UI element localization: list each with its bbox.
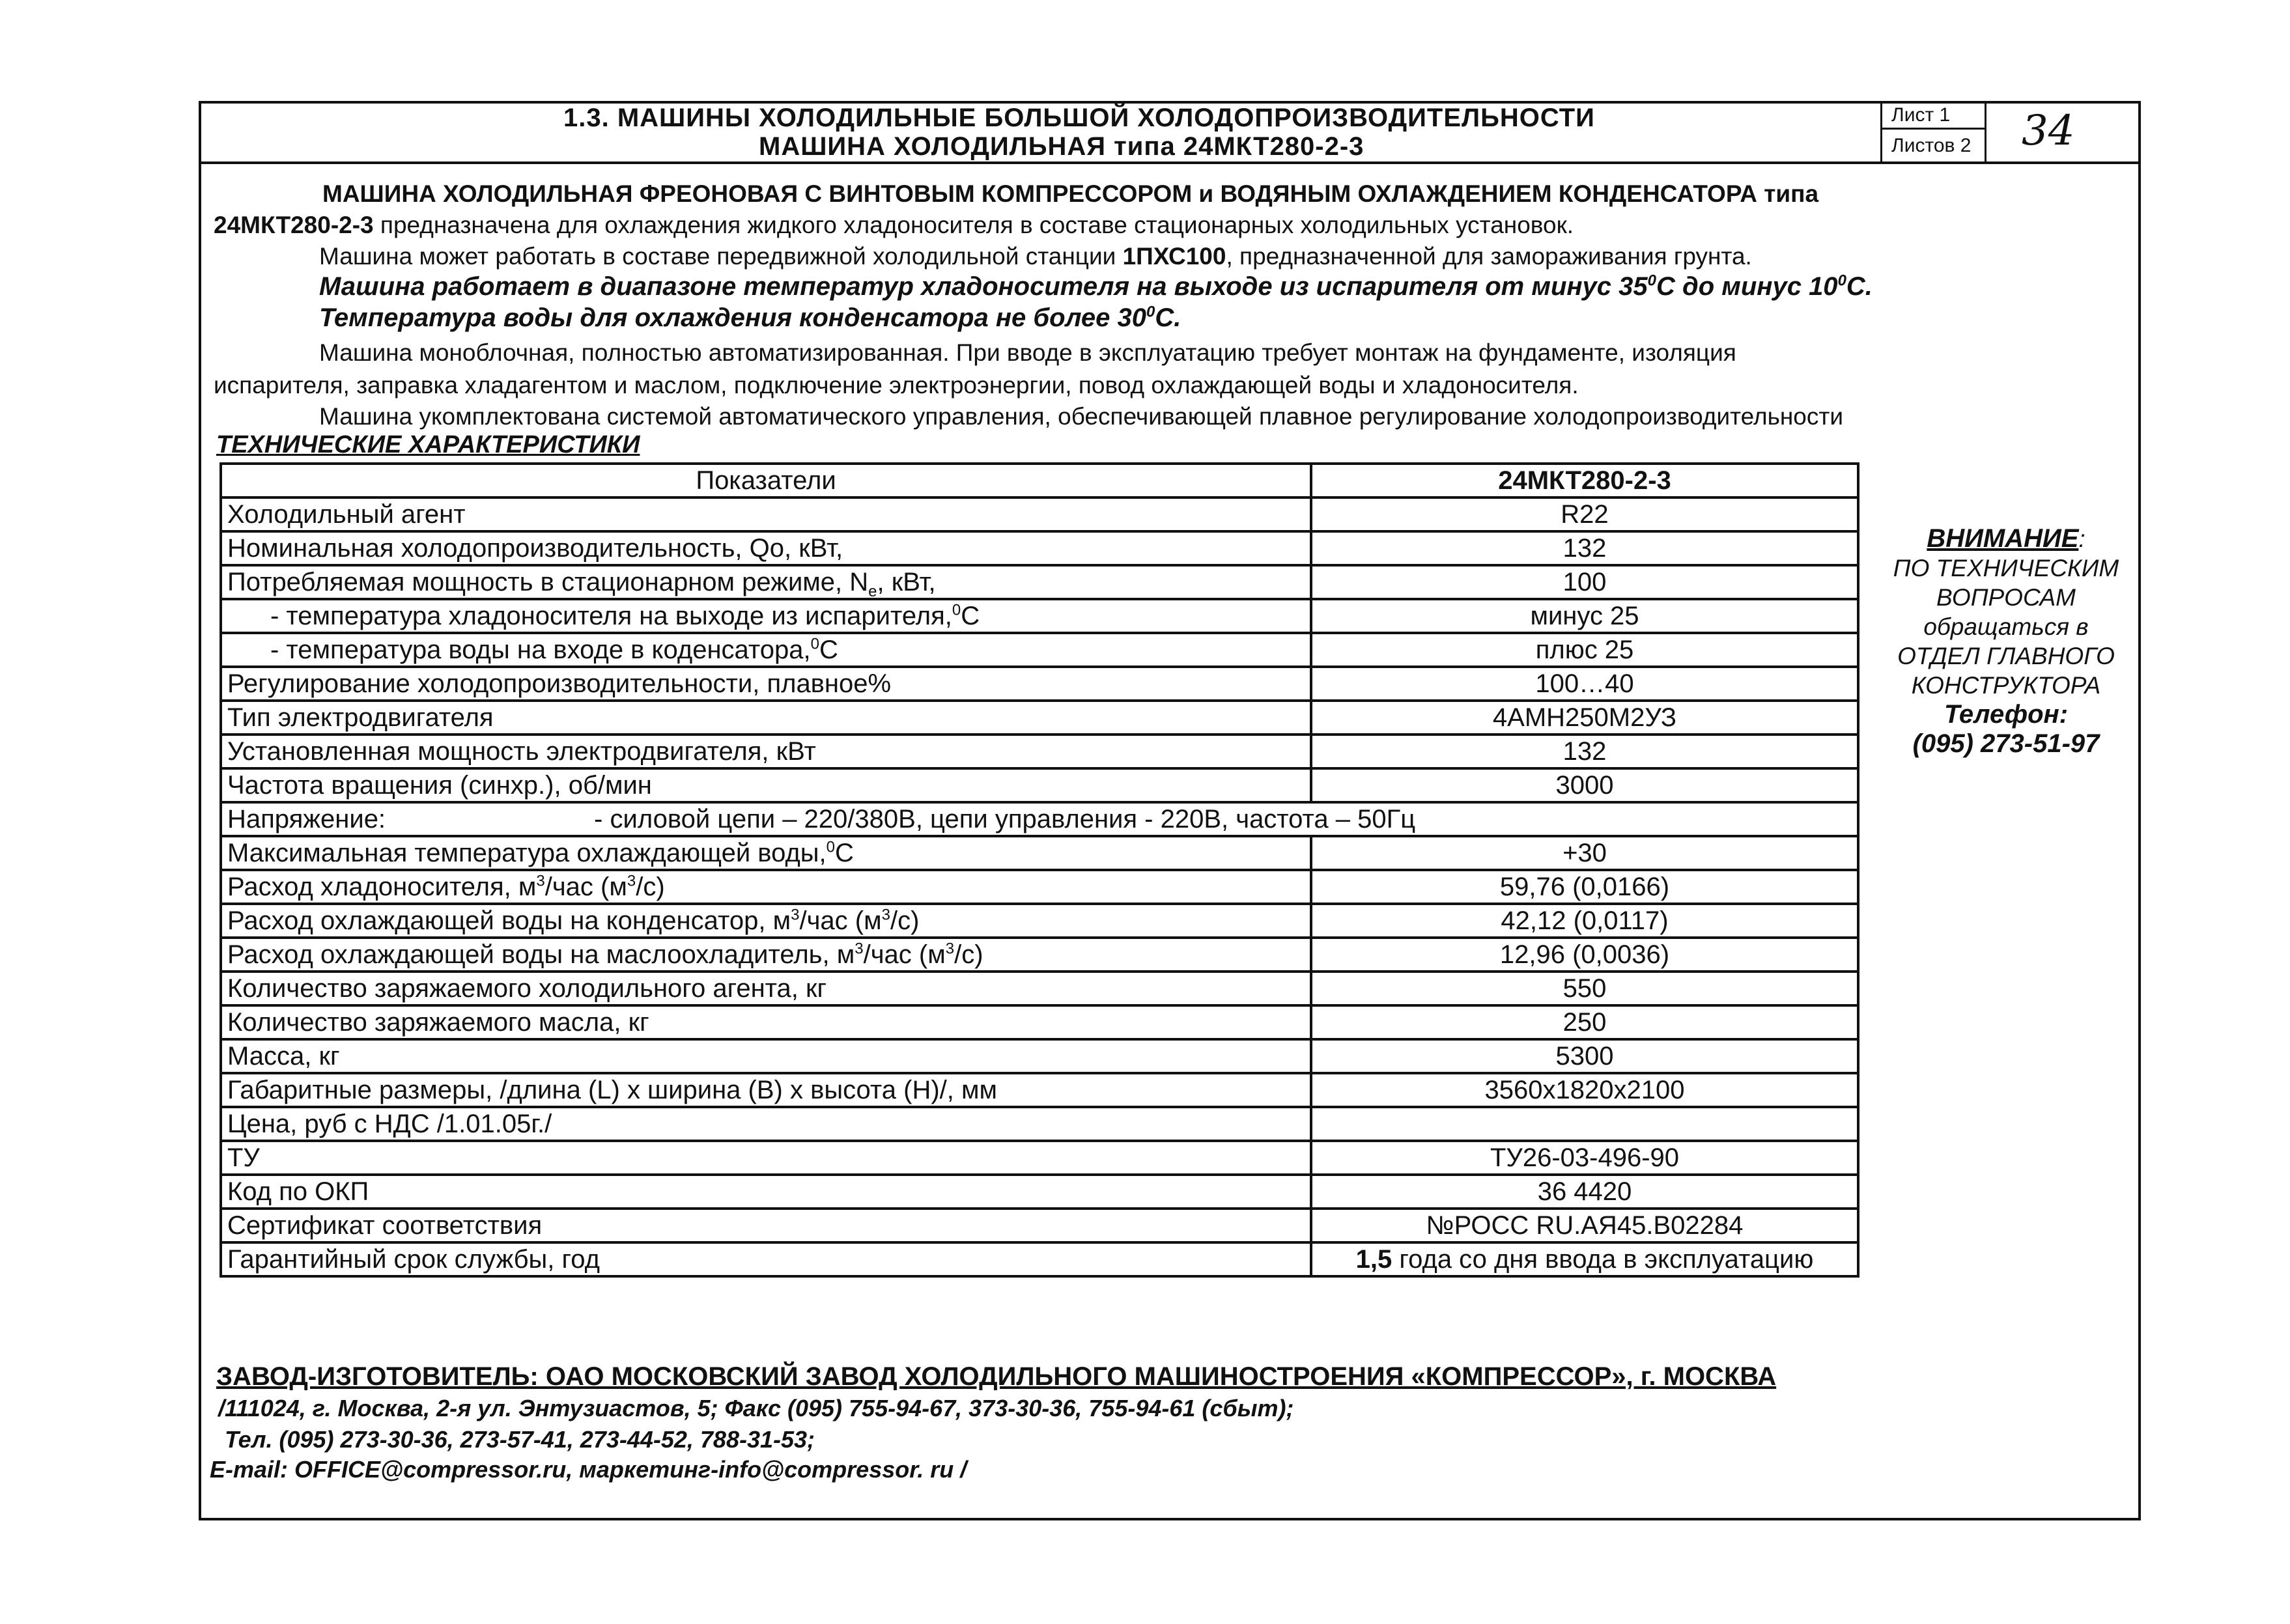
table-row: [221, 1141, 1858, 1175]
param-cell: Цена, руб с НДС /1.01.05г./: [221, 1107, 1311, 1141]
value-cell: 36 4420: [1311, 1175, 1858, 1209]
table-row: [221, 735, 1858, 768]
deg-symbol: 0: [810, 635, 819, 653]
param-text: Расход охлаждающей воды на конденсатор, м: [227, 906, 791, 935]
param-text: /час (м: [863, 940, 946, 969]
value-cell: 550: [1311, 972, 1858, 1005]
value-cell: 4АМН250М2УЗ: [1311, 701, 1858, 735]
notice-line: ВОПРОСАМ: [1936, 584, 2076, 611]
param-text: /с): [890, 906, 920, 935]
table-header-row: [221, 464, 1858, 497]
value-cell: 59,76 (0,0166): [1311, 870, 1858, 904]
value-cell: 132: [1311, 735, 1858, 768]
value-cell: 42,12 (0,0117): [1311, 904, 1858, 938]
deg-symbol: 0: [826, 838, 836, 856]
column-header-param: Показатели: [221, 464, 1311, 497]
param-cell: Установленная мощность электродвигателя, кВт: [221, 735, 1311, 768]
value-cell: №РОСС RU.АЯ45.В02284: [1311, 1209, 1858, 1242]
table-row: [221, 1209, 1858, 1242]
param-cell: Количество заряжаемого масла, кг: [221, 1005, 1311, 1039]
param-cell: [221, 633, 1311, 667]
superscript: 3: [791, 906, 800, 924]
deg-symbol: 0: [1146, 303, 1155, 321]
value-cell: [1311, 1242, 1858, 1276]
param-text: /с): [954, 940, 983, 969]
param-text: С: [961, 602, 980, 630]
table-row: [221, 599, 1858, 633]
intro-line-6: Машина моноблочная, полностью автоматизированная. При вводе в эксплуатацию требует монтаж на фундаменте, изоляция: [319, 339, 1736, 366]
value-cell: минус 25: [1311, 599, 1858, 633]
notice-line: обращаться в: [1923, 613, 2089, 640]
value-cell: 100: [1311, 565, 1858, 599]
param-cell: Количество заряжаемого холодильного агента, кг: [221, 972, 1311, 1005]
table-row: [221, 497, 1858, 531]
table-row: [221, 972, 1858, 1005]
param-cell: Частота вращения (синхр.), об/мин: [221, 768, 1311, 802]
param-cell: Тип электродвигателя: [221, 701, 1311, 735]
param-cell: Холодильный агент: [221, 497, 1311, 531]
water-temp-line: [319, 303, 1181, 332]
voltage-cell: [221, 802, 1858, 836]
param-cell: [221, 904, 1311, 938]
temp-range-b: С до минус 10: [1656, 272, 1838, 301]
param-text: Максимальная температура охлаждающей воды,: [227, 839, 827, 867]
notice-phone-number: (095) 273-51-97: [1912, 729, 2100, 758]
table-row: [221, 531, 1858, 565]
superscript: 3: [881, 906, 890, 924]
table-row: [221, 802, 1858, 836]
table-row: [221, 768, 1858, 802]
value-bold-text: 1,5: [1355, 1245, 1392, 1274]
page-number: 34: [1985, 101, 2138, 161]
value-cell: 132: [1311, 531, 1858, 565]
notice-colon: :: [2078, 525, 2085, 552]
deg-symbol: 0: [952, 601, 961, 619]
param-cell: [221, 938, 1311, 972]
document-title: МАШИНА ХОЛОДИЛЬНАЯ типа 24МКТ280-2-3: [759, 132, 1364, 161]
value-cell: 3560х1820х2100: [1311, 1073, 1858, 1107]
superscript: 3: [855, 940, 864, 958]
document-header: [199, 101, 2141, 164]
value-cell: +30: [1311, 836, 1858, 870]
notice-line: ПО ТЕХНИЧЕСКИМ: [1893, 555, 2119, 581]
param-cell: Регулирование холодопроизводительности, плавное%: [221, 667, 1311, 701]
param-text: /час (м: [799, 906, 882, 935]
sheets-total-label: Листов 2: [1891, 135, 1972, 156]
intro-line-3: [319, 242, 1752, 271]
value-cell: 12,96 (0,0036): [1311, 938, 1858, 972]
table-row: [221, 938, 1858, 972]
manufacturer-address: /111024, г. Москва, 2-я ул. Энтузиастов, 5; Факс (095) 755-94-67, 373-30-36, 755-94-61 (сбыт);: [218, 1395, 1294, 1421]
value-cell: 5300: [1311, 1039, 1858, 1073]
param-subscript: e: [868, 583, 877, 600]
table-row: [221, 565, 1858, 599]
station-name: 1ПХС100: [1122, 243, 1226, 270]
spec-heading: ТЕХНИЧЕСКИЕ ХАРАКТЕРИСТИКИ: [216, 431, 640, 458]
param-text: - температура хладоносителя на выходе из испарителя,: [270, 602, 952, 630]
table-row: [221, 1242, 1858, 1276]
sheet-label: Лист 1: [1882, 101, 1985, 130]
value-text: года со дня ввода в эксплуатацию: [1392, 1245, 1814, 1274]
manufacturer-phones: Тел. (095) 273-30-36, 273-57-41, 273-44-52, 788-31-53;: [225, 1426, 815, 1453]
param-text: Расход хладоносителя, м: [227, 873, 537, 901]
value-cell: 3000: [1311, 768, 1858, 802]
notice-line: ОТДЕЛ ГЛАВНОГО: [1897, 643, 2115, 669]
intro-line-2: [214, 211, 1574, 240]
param-cell: Габаритные размеры, /длина (L) х ширина (В) х высота (Н)/, мм: [221, 1073, 1311, 1107]
param-cell: Сертификат соответствия: [221, 1209, 1311, 1242]
param-cell: [221, 870, 1311, 904]
deg-symbol: 0: [1837, 272, 1846, 290]
table-row: [221, 1005, 1858, 1039]
param-cell: Код по ОКП: [221, 1175, 1311, 1209]
water-temp-b: С.: [1155, 303, 1181, 332]
superscript: 3: [536, 872, 545, 890]
temp-range-a: Машина работает в диапазоне температур хладоносителя на выходе из испарителя от минус 35: [319, 272, 1648, 301]
manufacturer-email: E-mail: OFFICE@compressor.ru, маркетинг-info@compressor. ru /: [210, 1456, 967, 1483]
table-row: [221, 1073, 1858, 1107]
superscript: 3: [627, 872, 636, 890]
value-cell: 100…40: [1311, 667, 1858, 701]
intro-line-3-a: Машина может работать в составе передвижной холодильной станции: [319, 243, 1123, 270]
value-text: - силовой цепи – 220/380В, цепи управления - 220В, частота – 50Гц: [594, 805, 1416, 833]
section-title: 1.3. МАШИНЫ ХОЛОДИЛЬНЫЕ БОЛЬШОЙ ХОЛОДОПРОИЗВОДИТЕЛЬНОСТИ: [563, 104, 1595, 132]
param-text: , кВт,: [877, 568, 936, 596]
notice-title: [1876, 524, 2136, 553]
param-text: Расход охлаждающей воды на маслоохладитель, м: [227, 940, 855, 969]
param-cell: Гарантийный срок службы, год: [221, 1242, 1311, 1276]
table-row: [221, 904, 1858, 938]
intro-line-3-b: , предназначенной для замораживания грунта.: [1226, 243, 1752, 270]
deg-symbol: 0: [1647, 272, 1656, 290]
superscript: 3: [945, 940, 955, 958]
table-row: [221, 1175, 1858, 1209]
temperature-range-line: [319, 272, 1873, 301]
notice-line: КОНСТРУКТОРА: [1911, 672, 2101, 699]
value-cell: [1311, 1107, 1858, 1141]
param-cell: ТУ: [221, 1141, 1311, 1175]
notice-title-text: ВНИМАНИЕ: [1927, 524, 2079, 553]
sheet-info-box: [1880, 101, 1985, 161]
param-text: Потребляемая мощность в стационарном режиме, N: [227, 568, 869, 596]
intro-line-8: Машина укомплектована системой автоматического управления, обеспечивающей плавное регулирование холодопроизводительности: [319, 403, 1843, 430]
notice-phone-label: Телефон:: [1944, 700, 2069, 729]
table-row: [221, 836, 1858, 870]
temp-range-c: С.: [1846, 272, 1873, 301]
intro-line-1: МАШИНА ХОЛОДИЛЬНАЯ ФРЕОНОВАЯ С ВИНТОВЫМ КОМПРЕССОРОМ и ВОДЯНЫМ ОХЛАЖДЕНИЕМ КОНДЕНСАТОРА типа: [322, 180, 1819, 207]
notice-box: [1876, 524, 2136, 759]
model-name: 24МКТ280-2-3: [214, 212, 374, 238]
param-text: - температура воды на входе в коденсатора,: [270, 636, 811, 664]
param-cell: Номинальная холодопроизводительность, Qo, кВт,: [221, 531, 1311, 565]
param-cell: Масса, кг: [221, 1039, 1311, 1073]
table-row: [221, 1039, 1858, 1073]
value-cell: плюс 25: [1311, 633, 1858, 667]
column-header-model: 24МКТ280-2-3: [1311, 464, 1858, 497]
table-row: [221, 633, 1858, 667]
param-cell: [221, 599, 1311, 633]
manufacturer-line: ЗАВОД-ИЗГОТОВИТЕЛЬ: ОАО МОСКОВСКИЙ ЗАВОД ХОЛОДИЛЬНОГО МАШИНОСТРОЕНИЯ «КОМПРЕССОР», г. МОСКВА: [216, 1362, 1777, 1391]
water-temp-a: Температура воды для охлаждения конденсатора не более 30: [319, 303, 1147, 332]
param-text: Напряжение:: [227, 805, 386, 833]
param-text: С: [835, 839, 854, 867]
param-text: /с): [636, 873, 665, 901]
spec-table: [219, 462, 1859, 1278]
table-row: [221, 667, 1858, 701]
table-row: [221, 701, 1858, 735]
intro-line-2-text: предназначена для охлаждения жидкого хладоносителя в составе стационарных холодильных установок.: [373, 212, 1574, 238]
value-cell: ТУ26-03-496-90: [1311, 1141, 1858, 1175]
param-cell: [221, 836, 1311, 870]
param-cell: [221, 565, 1311, 599]
table-row: [221, 870, 1858, 904]
param-text: /час (м: [544, 873, 627, 901]
param-text: С: [819, 636, 838, 664]
table-row: [221, 1107, 1858, 1141]
intro-line-7: испарителя, заправка хладагентом и маслом, подключение электроэнергии, повод охлаждающей воды и хладоносителя.: [214, 372, 1579, 399]
value-cell: 250: [1311, 1005, 1858, 1039]
value-cell: R22: [1311, 497, 1858, 531]
